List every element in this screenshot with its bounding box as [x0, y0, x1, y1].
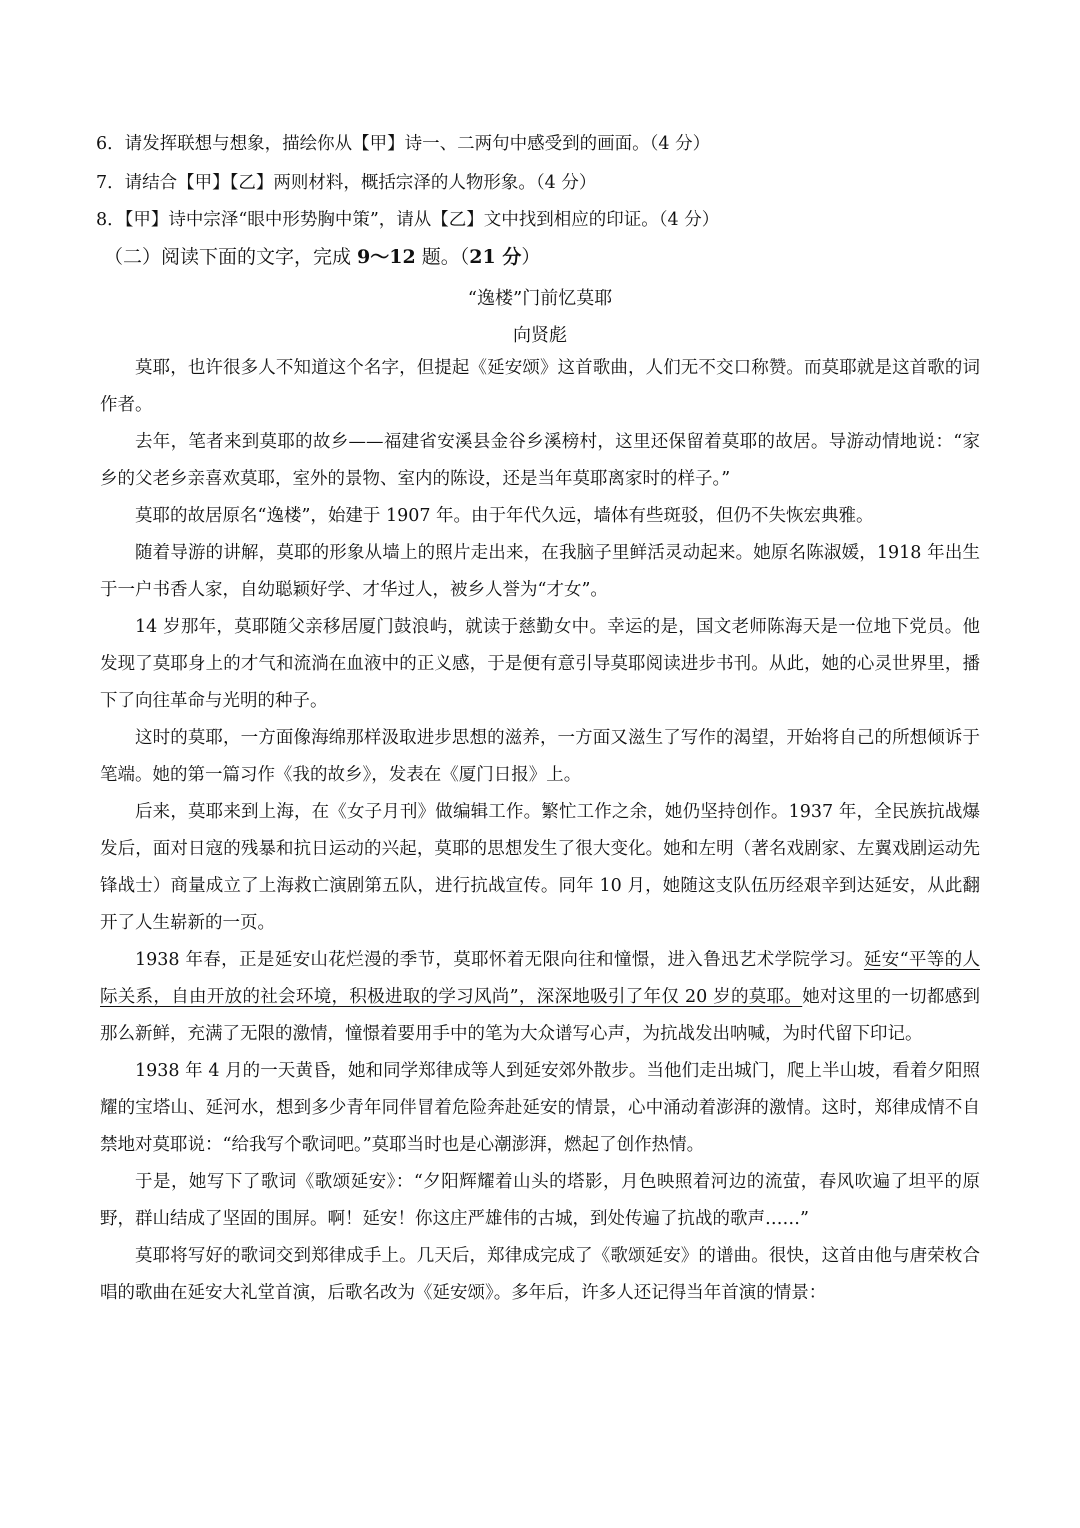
question-7: 7．请结合【甲】【乙】两则材料，概括宗泽的人物形象。（4 分）	[96, 173, 597, 193]
paragraph: 随着导游的讲解，莫耶的形象从墙上的照片走出来，在我脑子里鲜活灵动起来。她原名陈淑媛，1918 年出生于一户书香人家，自幼聪颖好学、才华过人，被乡人誉为“才女”。	[100, 543, 980, 600]
paragraph: 14 岁那年，莫耶随父亲移居厦门鼓浪屿，就读于慈勤女中。幸运的是，国文老师陈海天是一位地下党员。他发现了莫耶身上的才气和流淌在血液中的正义感，于是便有意引导莫耶阅读进步书刊。从此，她的心灵世界里，播下了向往革命与光明的种子。	[100, 617, 980, 711]
paragraph: 莫耶的故居原名“逸楼”，始建于 1907 年。由于年代久远，墙体有些斑驳，但仍不失恢宏典雅。	[135, 506, 874, 526]
article-body	[100, 350, 980, 1312]
p8-after: 她对这里的一切都感到那么新鲜，充满了无限的激情，憧憬着要用手中的笔为大众谱写心声，为抗战发出呐喊，为时代留下印记。	[100, 987, 981, 1044]
section-heading	[104, 245, 540, 270]
section-suffix: ）	[521, 246, 541, 268]
paragraph: 莫耶，也许很多人不知道这个名字，但提起《延安颂》这首歌曲，人们无不交口称赞。而莫耶就是这首歌的词作者。	[100, 358, 980, 415]
paragraph: 去年，笔者来到莫耶的故乡——福建省安溪县金谷乡溪榜村，这里还保留着莫耶的故居。导游动情地说：“家乡的父老乡亲喜欢莫耶，室外的景物、室内的陈设，还是当年莫耶离家时的样子。”	[100, 432, 980, 489]
section-score: 21 分	[469, 246, 522, 268]
question-6: 6．请发挥联想与想象，描绘你从【甲】诗一、二两句中感受到的画面。（4 分）	[96, 134, 711, 154]
section-range: 9～12	[357, 246, 416, 268]
article-author: 向贤彪	[513, 325, 567, 346]
section-mid: 题。（	[415, 246, 470, 268]
section-prefix: （二）阅读下面的文字，完成	[104, 246, 358, 268]
paragraph: 莫耶将写好的歌词交到郑律成手上。几天后，郑律成完成了《歌颂延安》的谱曲。很快，这首由他与唐荣枚合唱的歌曲在延安大礼堂首演，后歌名改为《延安颂》。多年后，许多人还记得当年首演的情景：	[100, 1246, 980, 1303]
underlined-sentence: 延安“平等的人际关系，自由开放的社会环境，积极进取的学习风尚”，深深地吸引了年仅 20 岁的莫耶。	[100, 950, 980, 1007]
paragraph: 1938 年 4 月的一天黄昏，她和同学郑律成等人到延安郊外散步。当他们走出城门，爬上半山坡，看着夕阳照耀的宝塔山、延河水，想到多少青年同伴冒着危险奔赴延安的情景，心中涌动着澎湃的激情。这时，郑律成情不自禁地对莫耶说：“给我写个歌词吧。”莫耶当时也是心潮澎湃，燃起了创作热情。	[100, 1061, 980, 1155]
paragraph: 后来，莫耶来到上海，在《女子月刊》做编辑工作。繁忙工作之余，她仍坚持创作。1937 年，全民族抗战爆发后，面对日寇的残暴和抗日运动的兴起，莫耶的思想发生了很大变化。她和左明（著名戏剧家、左翼戏剧运动先锋战士）商量成立了上海救亡演剧第五队，进行抗战宣传。同年 10 月，她随这支队伍历经艰辛到达延安，从此翻开了人生崭新的一页。	[100, 802, 980, 933]
p8-before: 1938 年春，正是延安山花烂漫的季节，莫耶怀着无限向往和憧憬，进入鲁迅艺术学院学习。	[135, 950, 864, 970]
paragraph: 于是，她写下了歌词《歌颂延安》：“夕阳辉耀着山头的塔影，月色映照着河边的流萤，春风吹遍了坦平的原野，群山结成了坚固的围屏。啊！延安！你这庄严雄伟的古城，到处传遍了抗战的歌声……”	[100, 1172, 980, 1229]
question-8: 8．【甲】诗中宗泽“眼中形势胸中策”，请从【乙】文中找到相应的印证。（4 分）	[96, 210, 720, 230]
paragraph: 这时的莫耶，一方面像海绵那样汲取进步思想的滋养，一方面又滋生了写作的渴望，开始将自己的所想倾诉于笔端。她的第一篇习作《我的故乡》，发表在《厦门日报》上。	[100, 728, 980, 785]
paragraph-underlined	[100, 942, 980, 1053]
article-title: “逸楼”门前忆莫耶	[467, 288, 613, 309]
